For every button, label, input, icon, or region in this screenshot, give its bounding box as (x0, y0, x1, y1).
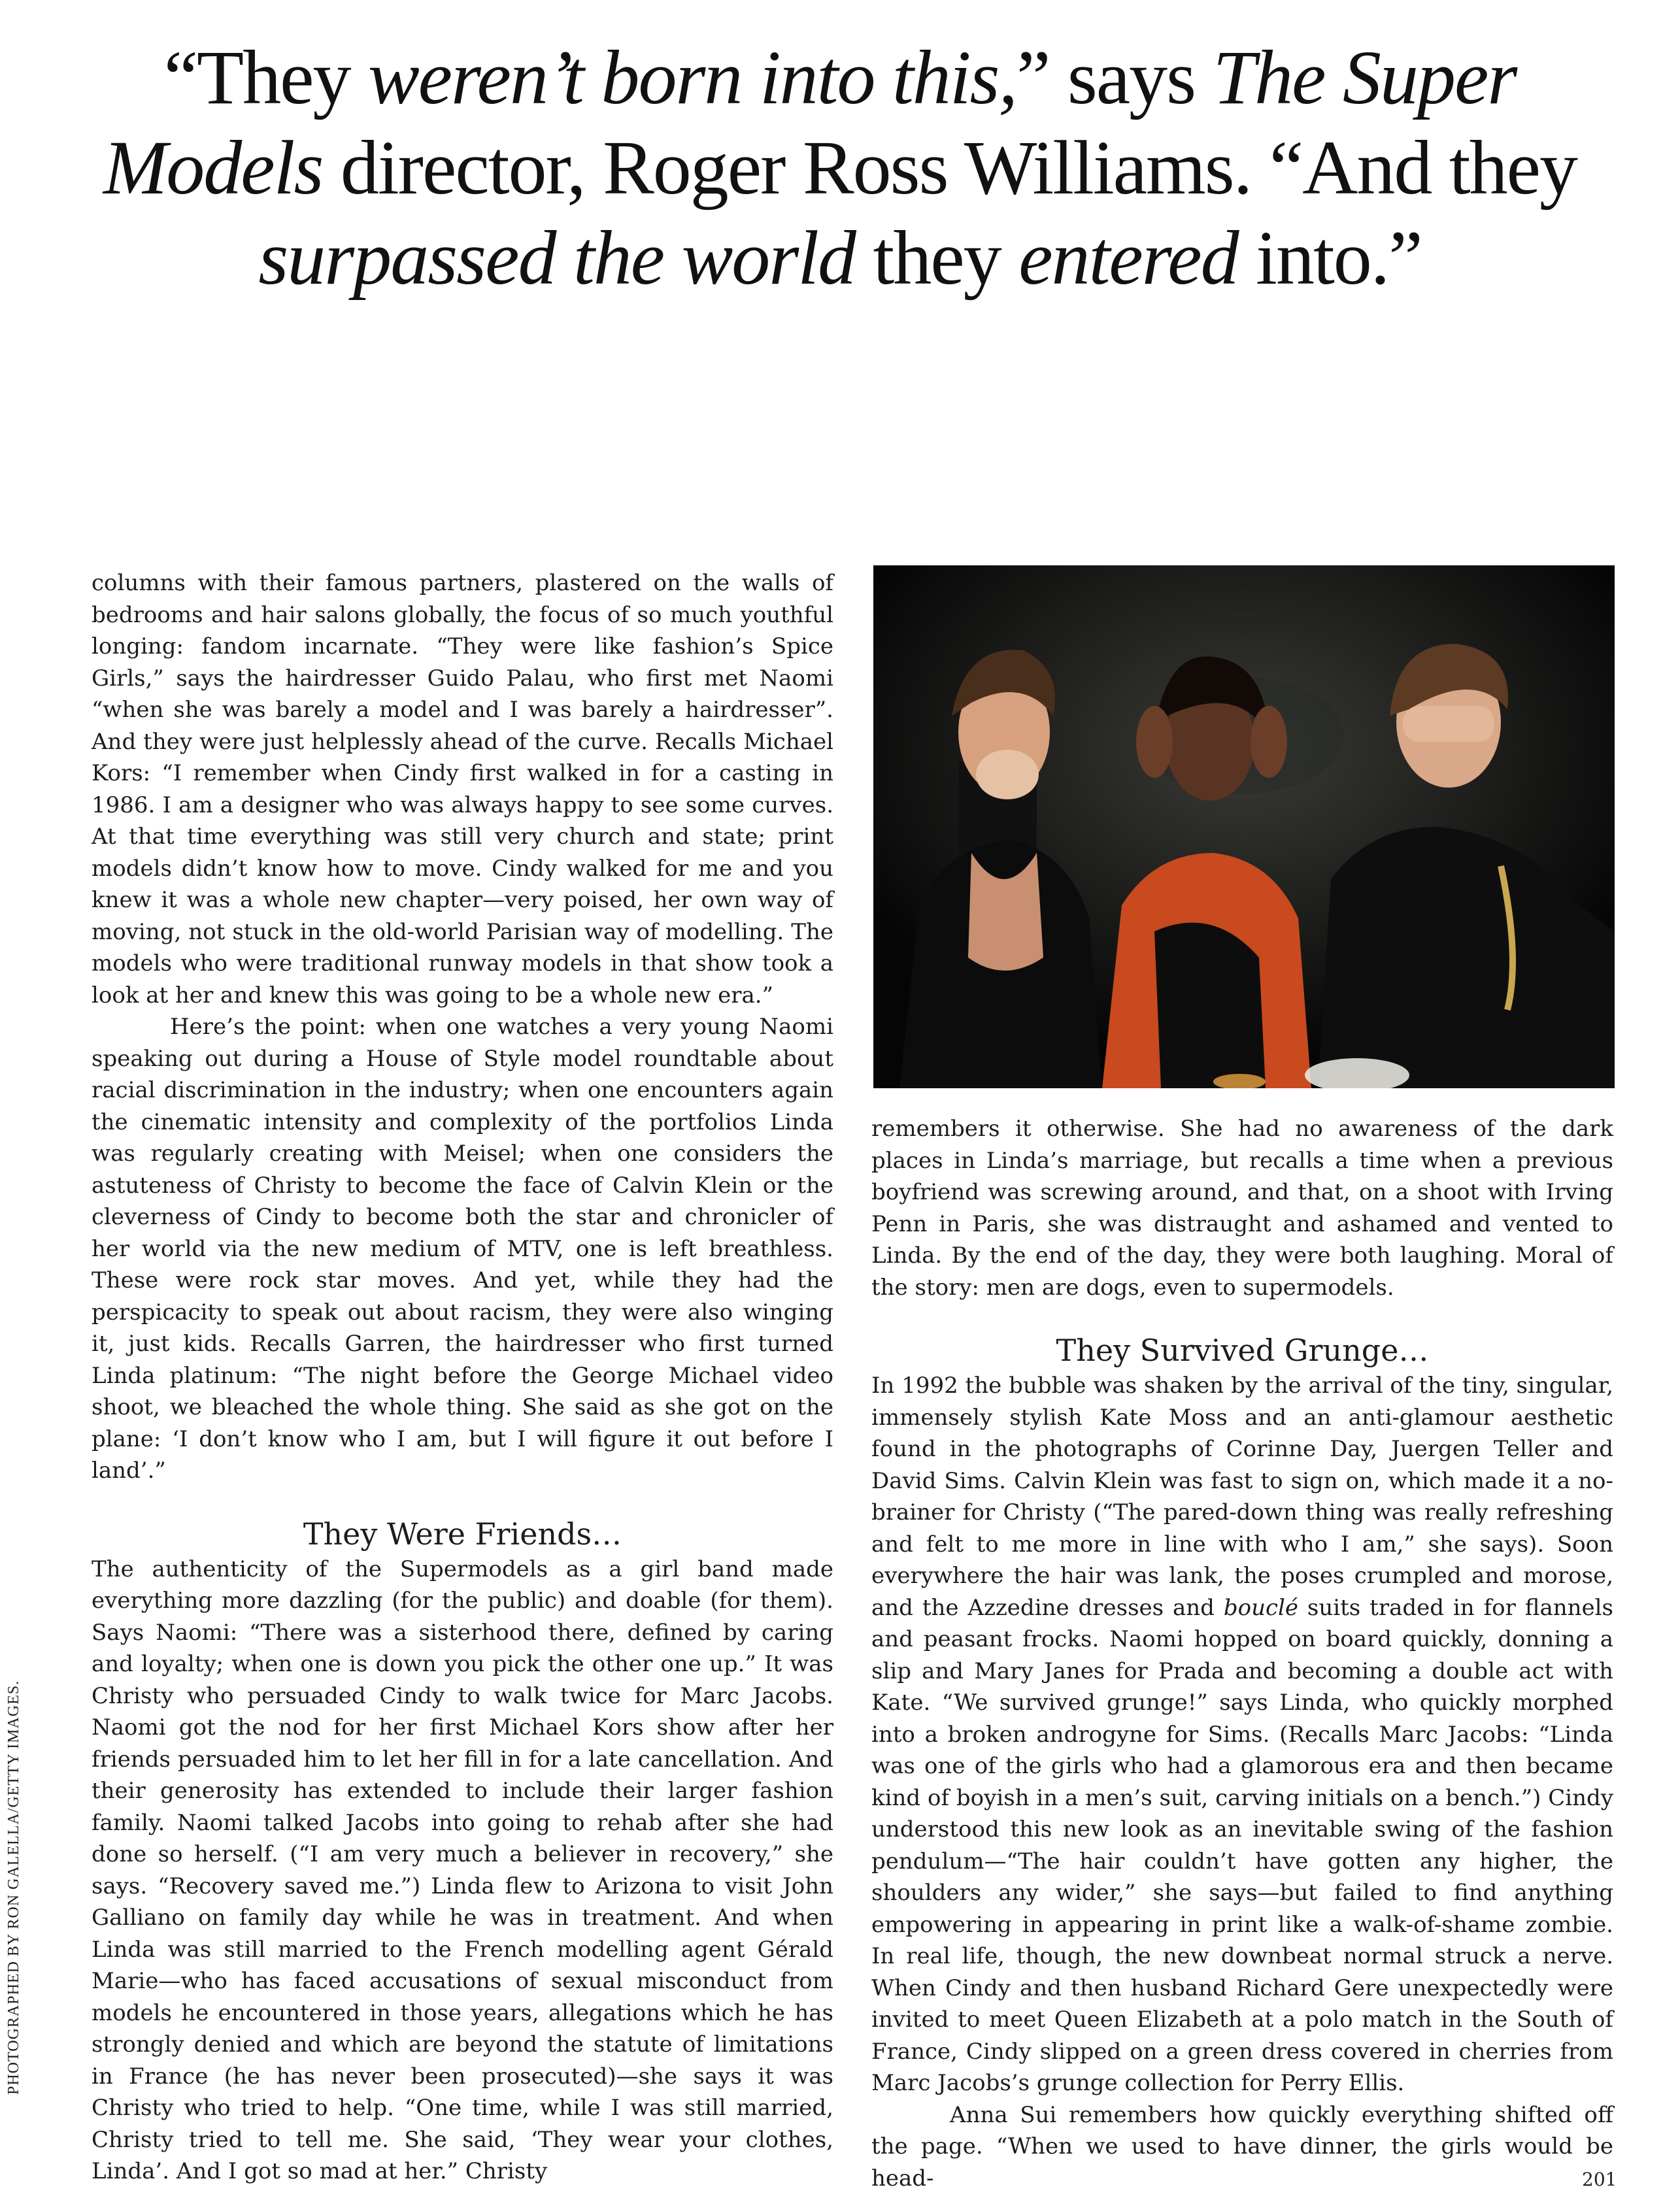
page-number: 201 (1582, 2169, 1617, 2190)
body-paragraph: Here’s the point: when one watches a very young Naomi speaking out during a House of Style model roundtable about racial discrimination in the industry; when one encounters again the cinematic intensity and complexity of the portfolios Linda was regularly creating with Meisel; when one considers the astuteness of Christy to become the face of Calvin Klein or the cleverness of Cindy to become both the star and chronicler of her world via the new medium of MTV, one is left breathless. These were rock star moves. And yet, while they had the perspicacity to speak out about racism, they were also winging it, just kids. Recalls Garren, the hairdresser who first turned Linda platinum: “The night before the George Michael video shoot, we bleached the whole thing. She said as she got on the plane: ‘I don’t know who I am, but I will figure it out before I land’.” (92, 1014, 833, 1484)
left-column (92, 567, 833, 2188)
pull-quote-italic: The Super Models (103, 35, 1517, 210)
section-heading: They Survived Grunge… (1056, 1333, 1429, 1368)
pull-quote-italic: surpassed the world (258, 215, 856, 301)
photo-illustration (873, 565, 1615, 1088)
body-italic-text: bouclé (1223, 1594, 1299, 1621)
pull-quote-text: they (855, 215, 1019, 301)
models-photo (873, 565, 1615, 1088)
body-paragraph: The authenticity of the Supermodels as a girl band made everything more dazzling (for the public) and doable (for them). Says Naomi: “There was a sisterhood there, defined by caring and loyalty; when one is down you pick the other one up.” It was Christy who persuaded Cindy to walk twice for Marc Jacobs. Naomi got the nod for her first Michael Kors show after her friends persuaded him to let her fill in for a late cancellation. And their generosity has extended to include their larger fashion family. Naomi talked Jacobs into going to rehab after she had done so herself. (“I am very much a believer in recovery,” she says. “Recovery saved me.”) Linda flew to Arizona to visit John Galliano on family day while he was in treatment. And when Linda was still married to the French modelling agent Gérald Marie—who has faced accusations of sexual misconduct from models he encountered in those years, allegations which he has strongly denied and which are beyond the statute of limitations in France (he has never been prosecuted)—she says it was Christy who tried to help. “One time, while I was still married, Christy tried to tell me. She said, ‘They wear your clothes, Linda’. And I got so mad at her.” Christy (92, 1556, 833, 2184)
pull-quote-italic: weren’t born into this, (367, 35, 1016, 120)
body-paragraph: Anna Sui remembers how quickly everything shifted off the page. “When we used to have dinner, the girls would be head- (871, 2101, 1613, 2192)
pull-quote-text: ” says (1016, 35, 1213, 120)
body-paragraph: remembers it otherwise. She had no awareness of the dark places in Linda’s marriage, but recalls a time when a previous boyfriend was screwing around, and that, on a shoot with Irving Penn in Paris, she was distraught and ashamed and vented to Linda. By the end of the day, they were both laughing. Moral of the story: men are dogs, even to supermodels. (871, 1116, 1613, 1301)
photo-credit: PHOTOGRAPHED BY RON GALELLA/GETTY IMAGES. (5, 1680, 22, 2095)
section-heading: They Were Friends… (303, 1516, 622, 1552)
pull-quote-italic: entered (1018, 215, 1238, 301)
body-paragraph (871, 1370, 1613, 2099)
pull-quote (98, 33, 1582, 303)
body-paragraph: columns with their famous partners, plastered on the walls of bedrooms and hair salons globally, the focus of so much youthful longing: fandom incarnate. “They were like fashion’s Spice Girls,” says the hairdresser Guido Palau, who first met Naomi “when she was barely a model and I was barely a hairdresser”. And they were just helplessly ahead of the curve. Recalls Michael Kors: “I remember when Cindy first walked in for a casting in 1986. I am a designer who was always happy to see some curves. At that time everything was still very church and state; print models didn’t know how to move. Cindy walked for me and you knew it was a whole new chapter—very poised, her own way of moving, not stuck in the old-world Parisian way of modelling. The models who were traditional runway models in that show took a look at her and knew this was going to be a whole new era.” (92, 570, 833, 1008)
pull-quote-text: “They (163, 35, 368, 120)
pull-quote-text: director, Roger Ross Williams. “And they (322, 125, 1577, 210)
pull-quote-text: into.” (1237, 215, 1422, 301)
body-text: suits traded in for flannels and peasant frocks. Naomi hopped on board quickly, donning a slip and Mary Janes for Prada and becoming a double act with Kate. “We survived grunge!” says Linda, who quickly morphed into a broken androgyne for Sims. (Recalls Marc Jacobs: “Linda was one of the girls who had a glamorous era and then became kind of boyish in a men’s suit, carving initials on a bench.”) Cindy understood this new look as an inevitable swing of the fashion pendulum—“The hair couldn’t have gotten any higher, the shoulders any wider,” she says—but failed to find anything empowering in appearing in print like a walk-of-shame zombie. In real life, though, the new downbeat normal struck a nerve. When Cindy and then husband Richard Gere unexpectedly were invited to meet Queen Elizabeth at a polo match in the South of France, Cindy slipped on a green dress covered in cherries from Marc Jacobs’s grunge collection for Perry Ellis. (871, 1594, 1613, 2096)
body-text: In 1992 the bubble was shaken by the arrival of the tiny, singular, immensely stylish Kate Moss and an anti-glamour aesthetic found in the photographs of Corinne Day, Juergen Teller and David Sims. Calvin Klein was fast to sign on, which made it a no-brainer for Christy (“The pared-down thing was really refreshing and felt to me more in line with who I am,” she says). Soon everywhere the hair was lank, the poses crumpled and morose, and the Azzedine dresses and (871, 1373, 1613, 1621)
right-column (871, 1113, 1613, 2194)
